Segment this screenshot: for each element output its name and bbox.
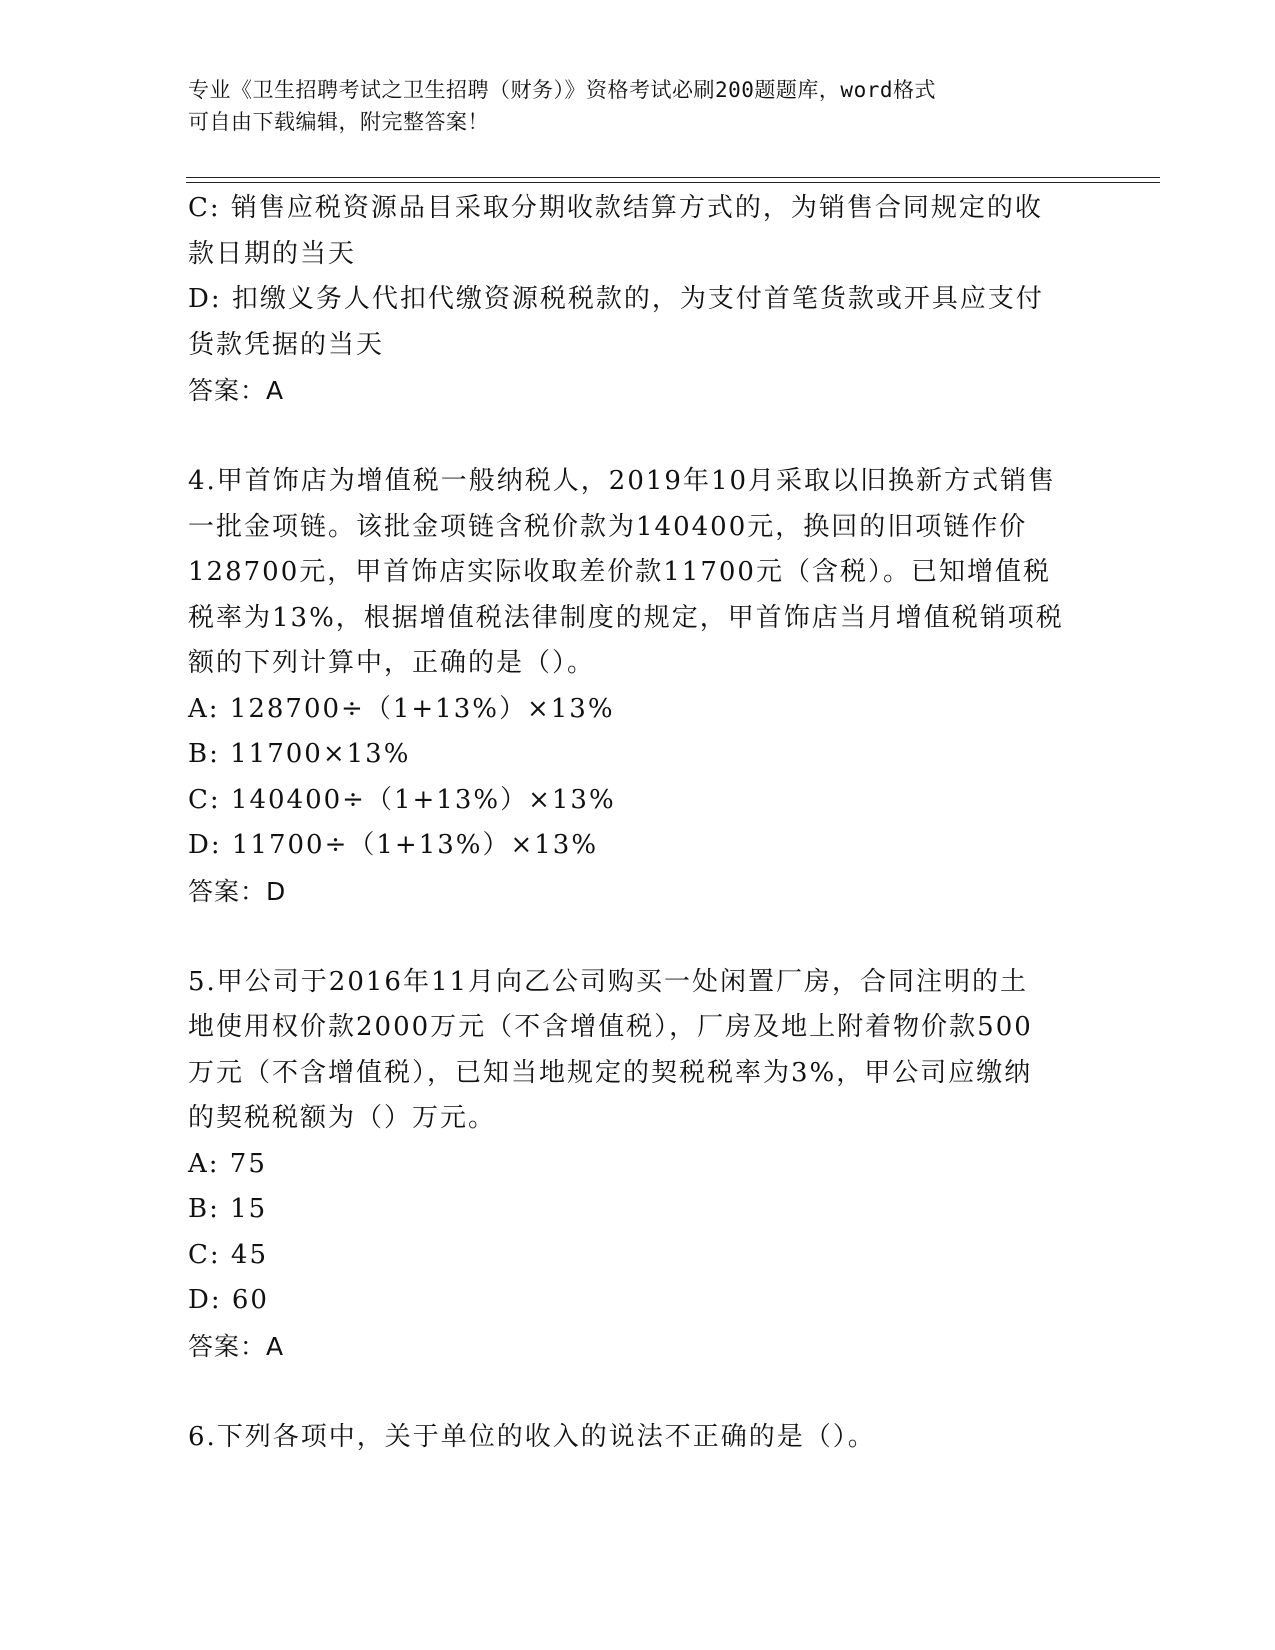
question-4-option-b: B: 11700×13% xyxy=(188,739,411,769)
question-5-stem-line-1: 5.甲公司于2016年11月向乙公司购买一处闲置厂房，合同注明的土 xyxy=(188,966,1029,997)
question-4-answer: 答案：D xyxy=(188,876,287,906)
question-4-option-c: C: 140400÷（1+13%）×13% xyxy=(188,784,616,815)
option-c-line-2: 款日期的当天 xyxy=(188,238,357,269)
option-d-line-1: D: 扣缴义务人代扣代缴资源税税款的，为支付首笔货款或开具应支付 xyxy=(188,284,1044,314)
question-4-stem-line-5: 额的下列计算中，正确的是（）。 xyxy=(188,648,596,678)
header-divider-top xyxy=(186,177,1160,178)
question-5-answer: 答案：A xyxy=(188,1331,285,1361)
question-4-stem-line-4: 税率为13%，根据增值税法律制度的规定，甲首饰店当月增值税销项税 xyxy=(188,602,1064,633)
question-5-option-d: D: 60 xyxy=(188,1285,269,1315)
question-6-stem-line-1: 6.下列各项中，关于单位的收入的说法不正确的是（）。 xyxy=(188,1421,876,1452)
question-5-option-b: B: 15 xyxy=(188,1194,268,1224)
question-4-option-a: A: 128700÷（1+13%）×13% xyxy=(188,693,615,724)
question-4-stem-line-1: 4.甲首饰店为增值税一般纳税人，2019年10月采取以旧换新方式销售 xyxy=(188,466,1057,496)
header-line-1: 专业《卫生招聘考试之卫生招聘（财务）》资格考试必刷200题题库，word格式 xyxy=(188,78,936,102)
question-4-option-d: D: 11700÷（1+13%）×13% xyxy=(188,830,599,860)
question-5 xyxy=(188,960,1088,1370)
question-content xyxy=(188,186,1088,1460)
header-divider-bottom xyxy=(186,182,1160,183)
header-line-2: 可自由下载编辑，附完整答案！ xyxy=(188,110,489,134)
question-5-option-c: C: 45 xyxy=(188,1239,269,1270)
option-c-line-1: C: 销售应税资源品目采取分期收款结算方式的，为销售合同规定的收 xyxy=(188,193,1043,223)
question-4-stem-line-3: 128700元，甲首饰店实际收取差价款11700元（含税）。已知增值税 xyxy=(188,557,1051,587)
spacer xyxy=(188,914,1088,960)
answer-line: 答案：A xyxy=(188,376,285,405)
spacer xyxy=(188,1369,1088,1415)
question-5-stem-line-4: 的契税税额为（）万元。 xyxy=(188,1103,497,1133)
question-3-tail xyxy=(188,186,1088,414)
question-5-option-a: A: 75 xyxy=(188,1148,267,1179)
question-5-stem-line-3: 万元（不含增值税），已知当地规定的契税税率为3%，甲公司应缴纳 xyxy=(188,1057,1033,1088)
question-6 xyxy=(188,1415,1088,1461)
question-5-stem-line-2: 地使用权价款2000万元（不含增值税），厂房及地上附着物价款500 xyxy=(188,1012,1033,1042)
option-d-line-2: 货款凭据的当天 xyxy=(188,329,385,360)
spacer xyxy=(188,414,1088,460)
page-header xyxy=(188,74,1068,138)
question-4 xyxy=(188,459,1088,914)
question-4-stem-line-2: 一批金项链。该批金项链含税价款为140400元，换回的旧项链作价 xyxy=(188,511,1028,542)
